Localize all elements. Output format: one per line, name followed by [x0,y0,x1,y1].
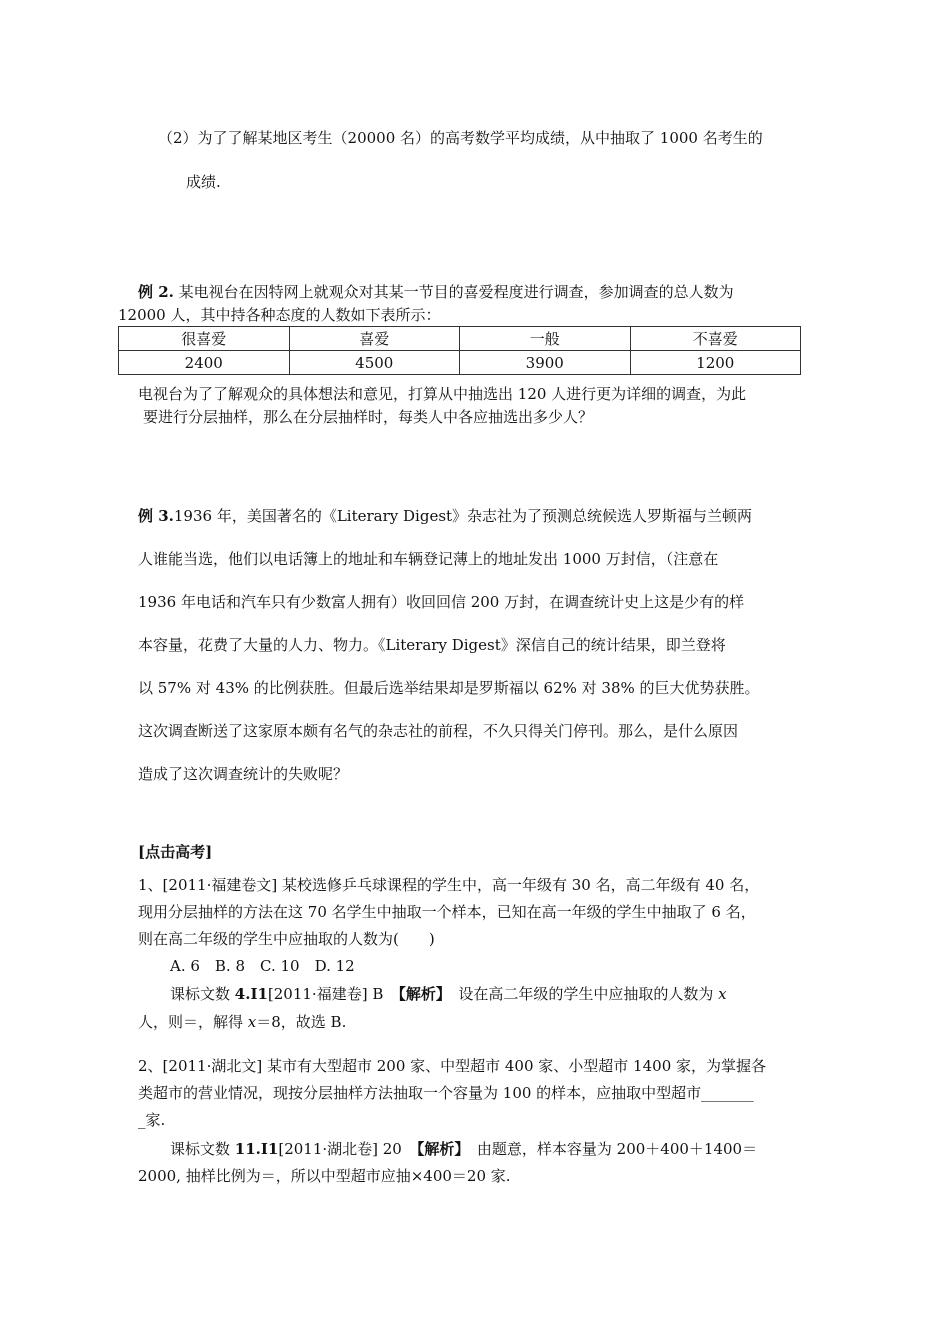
q2-line1: 2、[2011·湖北文] 某市有大型超市 200 家、中型超市 400 家、小型超市 1400 家，为掌握各 [138,1057,767,1075]
example2-text1: 某电视台在因特网上就观众对其某一节目的喜爱程度进行调查，参加调查的总人数为 [178,283,734,301]
q1-answer-line1 [170,983,727,1004]
table-cell: 2400 [119,351,290,375]
example3-line7: 造成了这次调查统计的失败呢？ [138,765,349,783]
example3-line4: 本容量，花费了大量的人力、物力。《Literary Digest》深信自己的统计结果，即兰登将 [138,636,726,654]
example3-line3: 1936 年电话和汽车只有少数富人拥有）收回回信 200 万封，在调查统计史上这是少有的样 [138,593,745,611]
attitude-table [118,326,801,375]
q1-answer-text2c: ＝8，故选 B. [256,1013,347,1031]
example3-label: 例 3. [138,507,174,525]
table-header-cell: 很喜爱 [119,327,290,351]
q2-answer-line2: 2000, 抽样比例为＝，所以中型超市应抽×400＝20 家. [138,1167,511,1185]
q1-answer-prefix: 课标文数 [170,985,235,1003]
example3-text1: 1936 年，美国著名的《Literary Digest》杂志社为了预测总统候选人罗斯福与兰顿两 [173,507,753,525]
example2-line2: 12000 人，其中持各种态度的人数如下表所示： [118,306,441,324]
example2-line4: 要进行分层抽样，那么在分层抽样时，每类人中各应抽选出多少人？ [143,408,594,426]
q2-line3: _家. [138,1111,166,1129]
q1-line2: 现用分层抽样的方法在这 70 名学生中抽取一个样本，已知在高一年级的学生中抽取了 6 名， [138,903,756,921]
example3-line2: 人谁能当选，他们以电话簿上的地址和车辆登记薄上的地址发出 1000 万封信，（注意在 [138,550,719,568]
table-cell: 1200 [630,351,801,375]
q1-answer-line2 [138,1011,346,1032]
q1-answer-code: 4.I1 [234,985,268,1003]
q2-answer-text: 由题意，样本容量为 200＋400＋1400＝ [461,1140,758,1158]
q1-answer-mid: [2011·福建卷] B [267,985,399,1003]
example2-line1 [138,281,734,302]
table-header-cell: 喜爱 [289,327,460,351]
q1-answer-tag: 【解析】 [398,985,444,1003]
example3-line1 [138,505,752,526]
q1-answer-text2a: 人，则＝，解得 [138,1013,248,1031]
example3-line6: 这次调查断送了这家原本颇有名气的杂志社的前程，不久只得关门停刊。那么，是什么原因 [138,722,739,740]
q1-answer-var: x [718,985,727,1003]
q2-answer-tag: 【解析】 [416,1140,462,1158]
q1-answer-text: 设在高二年级的学生中应抽取的人数为 [443,985,719,1003]
table-header-row [119,327,801,351]
table-cell: 4500 [289,351,460,375]
example3-line5: 以 57% 对 43% 的比例获胜。但最后选举结果却是罗斯福以 62% 对 38% 的巨大优势获胜。 [138,679,760,697]
q2-answer-code: 11.I1 [234,1140,279,1158]
q1-answer-var2: x [247,1013,257,1031]
table-row [119,351,801,375]
q1-line3: 则在高二年级的学生中应抽取的人数为( ) [138,930,435,948]
section-title: [点击高考] [138,843,213,861]
q1-line1: 1、[2011·福建卷文] 某校选修乒乓球课程的学生中，高一年级有 30 名，高二年级有 40 名， [138,876,760,894]
q1-options: A. 6 B. 8 C. 10 D. 12 [170,957,355,975]
part2-line2: 成绩. [186,173,221,191]
example2-line3: 电视台为了了解观众的具体想法和意见，打算从中抽选出 120 人进行更为详细的调查，为此 [138,385,747,403]
q2-line2: 类超市的营业情况，现按分层抽样方法抽取一个容量为 100 的样本，应抽取中型超市_______ [138,1084,754,1102]
q2-answer-mid: [2011·湖北卷] 20 [278,1140,417,1158]
part2-line1: （2）为了了解某地区考生（20000 名）的高考数学平均成绩，从中抽取了 1000 名考生的 [158,129,763,147]
q2-answer-line1 [170,1138,757,1159]
table-cell: 3900 [460,351,631,375]
table-header-cell: 不喜爱 [630,327,801,351]
table-header-cell: 一般 [460,327,631,351]
example2-label: 例 2. [138,283,174,301]
q2-answer-prefix: 课标文数 [170,1140,235,1158]
